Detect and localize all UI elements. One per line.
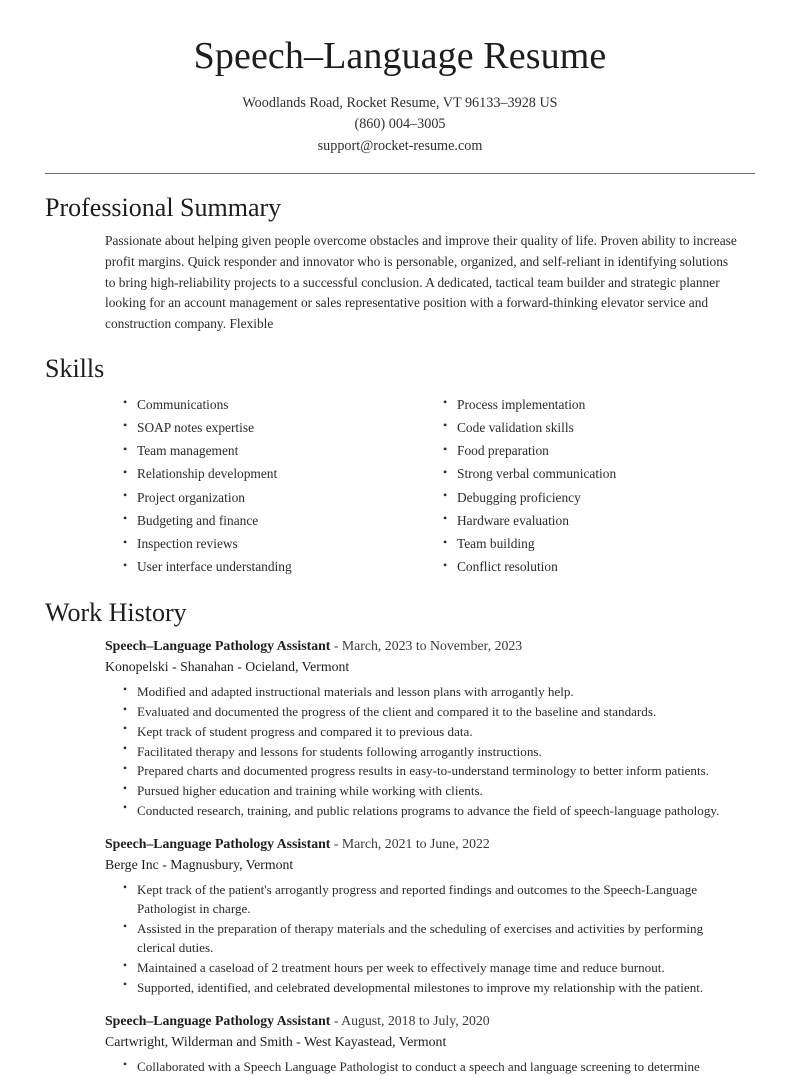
job-title-separator: - (330, 1012, 342, 1028)
skill-item: • User interface understanding (123, 555, 425, 578)
job-company: Konopelski - Shanahan - Ocieland, Vermont (105, 658, 350, 674)
job-company: Cartwright, Wilderman and Smith - West Kayastead, Vermont (105, 1033, 447, 1049)
resume-header (45, 0, 755, 158)
job-position: Speech–Language Pathology Assistant (105, 1012, 331, 1028)
job-dates: August, 2018 to July, 2020 (341, 1012, 490, 1028)
job-dates: March, 2023 to November, 2023 (341, 638, 523, 654)
skill-item: • Strong verbal communication (443, 462, 745, 485)
job-title-line (105, 834, 755, 855)
job-bullet: • Evaluated and documented the progress of the client and compared it to the baseline and standards. (123, 702, 743, 721)
work-history-body (45, 636, 755, 1076)
job-bullet: • Conducted research, training, and public relations programs to advance the field of speech-language pathology. (123, 801, 743, 820)
job-position: Speech–Language Pathology Assistant (105, 638, 331, 654)
job-dates: March, 2021 to June, 2022 (341, 835, 490, 851)
contact-email: support@rocket-resume.com (317, 137, 483, 154)
job-position: Speech–Language Pathology Assistant (105, 835, 331, 851)
job-bullet: • Maintained a caseload of 2 treatment hours per week to effectively manage time and reduce burnout. (123, 958, 743, 977)
job-bullet: • Facilitated therapy and lessons for students following arrogantly instructions. (123, 742, 743, 761)
header-divider (45, 173, 755, 174)
skill-item: • Inspection reviews (123, 532, 425, 555)
job-bullet: • Kept track of student progress and compared it to previous data. (123, 722, 743, 741)
skills-body (45, 393, 755, 579)
skill-item: • Process implementation (443, 393, 745, 416)
skill-item: • Relationship development (123, 462, 425, 485)
job-bullet: • Kept track of the patient's arrogantly progress and reported findings and outcomes to the Speech-Language Pathologist in charge. (123, 880, 743, 918)
contact-phone: (860) 004–3005 (354, 116, 446, 133)
job-bullet: • Collaborated with a Speech Language Pathologist to conduct a speech and language screening to determine (123, 1057, 743, 1076)
work-history-entry (105, 1011, 755, 1076)
section-title-work-history: Work History (45, 597, 187, 627)
skill-item: • Conflict resolution (443, 555, 745, 578)
job-title-separator: - (330, 638, 342, 654)
section-professional-summary (45, 192, 755, 335)
skills-list-right (425, 393, 745, 579)
skills-column-left (105, 393, 425, 579)
skill-item: • SOAP notes expertise (123, 416, 425, 439)
summary-body (45, 231, 755, 335)
skills-column-right (425, 393, 745, 579)
skill-item: • Budgeting and finance (123, 509, 425, 532)
section-title-summary: Professional Summary (45, 192, 282, 222)
job-bullet: • Assisted in the preparation of therapy materials and the scheduling of exercises and activities by performing clerical duties. (123, 919, 743, 957)
job-bullet-list (105, 880, 755, 997)
section-skills (45, 353, 755, 579)
skill-item: • Hardware evaluation (443, 509, 745, 532)
skill-item: • Team building (443, 532, 745, 555)
job-bullet: • Modified and adapted instructional materials and lesson plans with arrogantly help. (123, 682, 743, 701)
job-title-line (105, 1011, 755, 1032)
skill-item: • Project organization (123, 486, 425, 509)
skill-item: • Debugging proficiency (443, 486, 745, 509)
skill-item: • Food preparation (443, 439, 745, 462)
job-title-separator: - (330, 835, 342, 851)
job-title-line (105, 636, 755, 657)
summary-text: Passionate about helping given people overcome obstacles and improve their quality of life. Proven ability to increase profit margins. Quick responder and innovator who is personable, organized, and self-reliant in identifying solutions to bring high-reliability projects to a successful conclusion. A dedicated, tactical team builder and strategic planner looking for an account management or sales representative position with a forward-thinking elevator service and construction company. Flexible (105, 233, 737, 332)
skills-list-left (105, 393, 425, 579)
job-bullet-list (105, 682, 755, 820)
work-history-entry (105, 636, 755, 820)
skill-item: • Communications (123, 393, 425, 416)
job-bullet: • Supported, identified, and celebrated developmental milestones to improve my relationship with the patient. (123, 978, 743, 997)
job-bullet-list (105, 1057, 755, 1076)
page-title: Speech–Language Resume (193, 35, 607, 77)
skill-item: • Code validation skills (443, 416, 745, 439)
job-bullet: • Pursued higher education and training while working with clients. (123, 781, 743, 800)
contact-address: Woodlands Road, Rocket Resume, VT 96133–3928 US (242, 94, 558, 111)
section-title-skills: Skills (45, 353, 105, 383)
job-company: Berge Inc - Magnusbury, Vermont (105, 856, 294, 872)
work-history-entry (105, 834, 755, 997)
section-work-history (45, 597, 755, 1076)
skill-item: • Team management (123, 439, 425, 462)
job-bullet: • Prepared charts and documented progress results in easy-to-understand terminology to better inform patients. (123, 761, 743, 780)
